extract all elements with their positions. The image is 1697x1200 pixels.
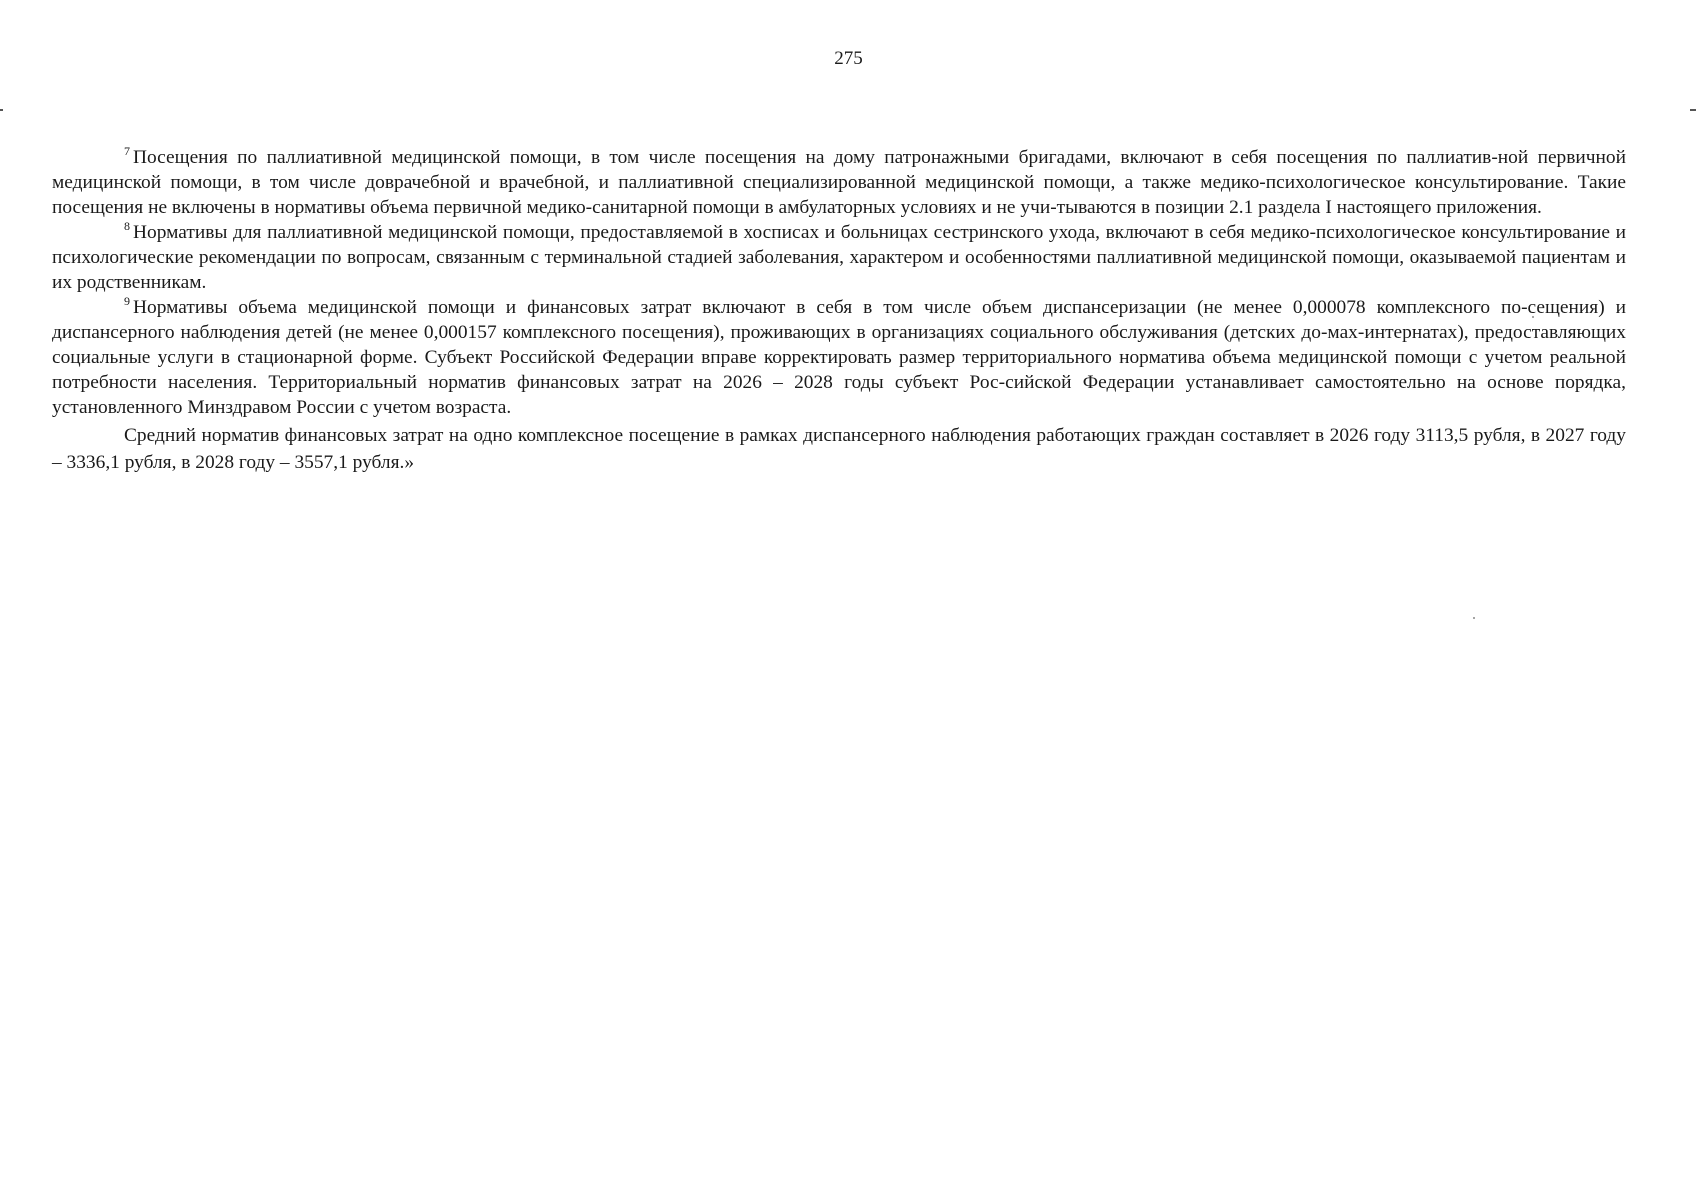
footnote-mark: 9 xyxy=(124,294,130,308)
footnote-text: Нормативы для паллиативной медицинской помощи, предоставляемой в хосписах и больницах сестринского ухода, включают в себя медико-психологическое консультирование и психологические рекомендации по вопросам, связанным с терминальной стадией заболевания, характером и особенностями паллиативной медицинской помощи, оказываемой пациентам и их родственникам. xyxy=(52,222,1626,293)
page-number: 275 xyxy=(834,48,863,69)
closing-text: Средний норматив финансовых затрат на одно комплексное посещение в рамках диспансерного наблюдения работающих граждан составляет в 2026 году 3113,5 рубля, в 2027 году – 3336,1 рубля, в 2028 году – 3557,1 рубля.» xyxy=(52,425,1626,473)
closing-paragraph xyxy=(52,422,1626,476)
scan-dot xyxy=(1473,617,1475,619)
footnote-text: Нормативы объема медицинской помощи и финансовых затрат включают в себя в том числе объем диспансеризации (не менее 0,000078 комплексного по-сещения) и диспансерного наблюдения детей (не менее 0,000157 комплексного посещения), проживающих в организациях социального обслуживания (детских до-мах-интернатах), предоставляющих социальные услуги в стационарной форме. Субъект Российской Федерации вправе корректировать размер территориального норматива объема медицинской помощи с учетом реальной потребности населения. Территориальный норматив финансовых затрат на 2026 – 2028 годы субъект Рос-сийской Федерации устанавливает самостоятельно на основе порядка, установленного Минздравом России с учетом возраста. xyxy=(52,297,1626,418)
right-margin-tick xyxy=(1690,109,1696,111)
footnote-9 xyxy=(52,295,1626,420)
footnote-mark: 7 xyxy=(124,144,130,158)
footnote-text: Посещения по паллиативной медицинской помощи, в том числе посещения на дому патронажными бригадами, включают в себя посещения по паллиатив-ной первичной медицинской помощи, в том числе доврачебной и врачебной, и паллиативной специализированной медицинской помощи, а также медико-психологическое консультирование. Такие посещения не включены в нормативы объема первичной медико-санитарной помощи в амбулаторных условиях и не учи-тываются в позиции 2.1 раздела I настоящего приложения. xyxy=(52,147,1626,218)
footnote-7 xyxy=(52,145,1626,220)
left-margin-tick xyxy=(0,109,3,111)
footnotes-section xyxy=(52,145,1626,476)
footnote-8 xyxy=(52,220,1626,295)
footnote-mark: 8 xyxy=(124,219,130,233)
